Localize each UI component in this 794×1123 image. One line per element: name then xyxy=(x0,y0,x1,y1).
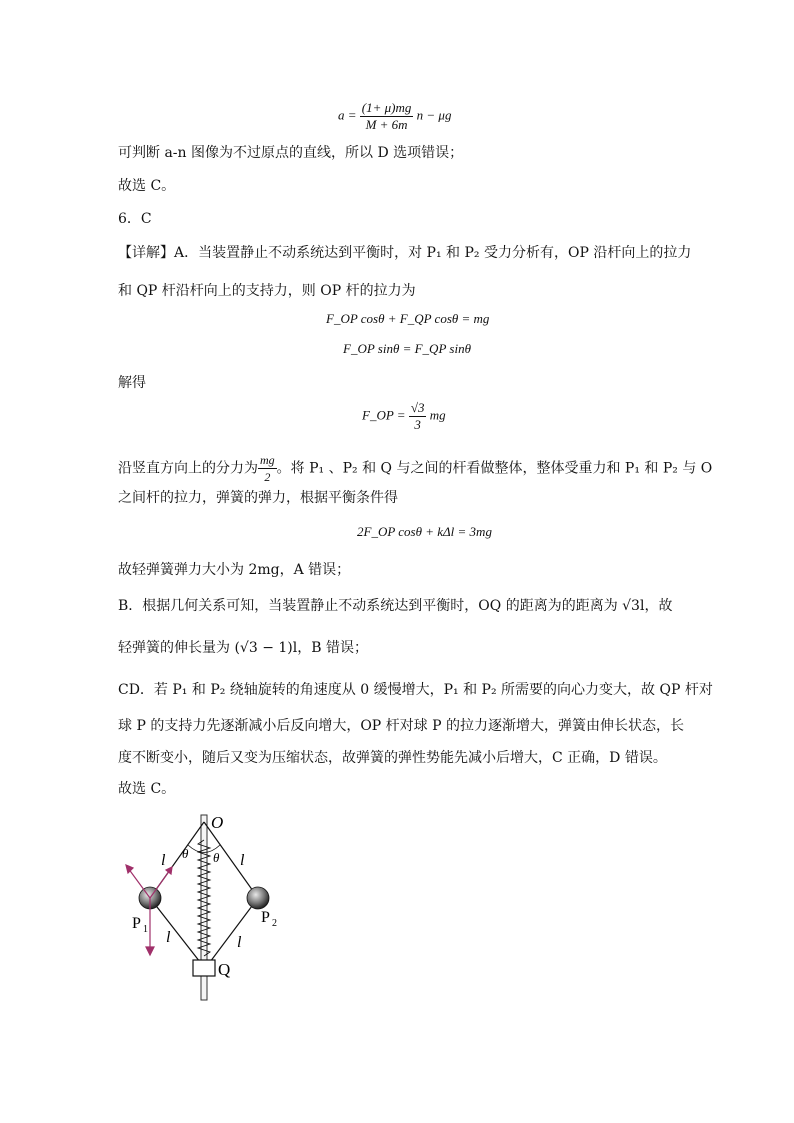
eq4-fraction xyxy=(409,400,427,433)
block-q xyxy=(193,960,215,976)
label-q: Q xyxy=(218,960,231,979)
equation-3: F_OP sinθ = F_QP sinθ xyxy=(343,341,471,356)
p6-start: 沿竖直方向上的分力为 xyxy=(118,460,258,477)
label-theta-right: θ xyxy=(213,850,220,865)
rod-p1-q xyxy=(150,898,200,962)
paragraph-6 xyxy=(118,452,712,485)
rod-p2-q xyxy=(210,898,258,962)
eq4-numerator: √3 xyxy=(410,400,425,415)
label-p1: P xyxy=(132,915,141,932)
eq4-lhs: F_OP = xyxy=(362,407,406,423)
label-p2: P xyxy=(261,909,270,926)
label-l-top-right: l xyxy=(240,852,245,869)
equation-2: F_OP cosθ + F_QP cosθ = mg xyxy=(326,311,490,326)
paragraph-8: 故轻弹簧弹力大小为 2mg，A 错误； xyxy=(118,562,351,578)
paragraph-9: B．根据几何关系可知，当装置静止不动系统达到平衡时，OQ 的距离为的距离为 √3l，故 xyxy=(118,598,673,614)
label-o: O xyxy=(211,813,224,832)
paragraph-1: 可判断 a-n 图像为不过原点的直线，所以 D 选项错误； xyxy=(118,145,464,161)
eq4-tail: mg xyxy=(429,407,446,423)
diagram-svg xyxy=(118,810,318,1010)
eq1-numerator: (1+ μ)mg xyxy=(361,100,412,115)
paragraph-10: 轻弹簧的伸长量为 (√3 − 1)l，B 错误； xyxy=(118,640,368,656)
eq4-denominator: 3 xyxy=(414,417,421,432)
ball-p2 xyxy=(247,887,269,909)
paragraph-2: 故选 C。 xyxy=(118,178,176,194)
arrowhead-tension xyxy=(126,865,133,873)
label-p2-sub: 2 xyxy=(272,918,277,929)
label-l-bottom-left: l xyxy=(166,929,171,946)
arrowhead-support xyxy=(166,867,172,874)
vc-denominator: 2 xyxy=(264,470,271,484)
label-l-top-left: l xyxy=(161,852,166,869)
eq1-fraction xyxy=(360,100,414,133)
paragraph-4: 和 QP 杆沿杆向上的支持力，则 OP 杆的拉力为 xyxy=(118,283,416,299)
vertical-component-fraction xyxy=(258,452,277,485)
eq1-lhs: a = xyxy=(338,107,357,123)
equation-4 xyxy=(362,400,446,433)
paragraph-12: 球 P 的支持力先逐渐减小后反向增大，OP 杆对球 P 的拉力逐渐增大，弹簧由伸长状态，长 xyxy=(118,718,684,734)
paragraph-3: 【详解】A．当装置静止不动系统达到平衡时，对 P₁ 和 P₂ 受力分析有，OP 沿杆向上的拉力 xyxy=(118,245,692,261)
paragraph-5: 解得 xyxy=(118,375,146,391)
label-theta-left: θ xyxy=(182,846,189,861)
p6-end: 。将 P₁ 、P₂ 和 Q 与之间的杆看做整体，整体受重力和 P₁ 和 P₂ 与 O xyxy=(276,460,713,477)
label-p1-sub: 1 xyxy=(143,924,148,935)
force-arrow-tension xyxy=(128,868,150,898)
answer-number: 6．C xyxy=(118,211,152,227)
eq1-tail: n − μg xyxy=(416,107,452,123)
paragraph-14: 故选 C。 xyxy=(118,781,176,797)
equation-1 xyxy=(338,100,451,133)
arrowhead-gravity xyxy=(146,947,154,955)
paragraph-11: CD．若 P₁ 和 P₂ 绕轴旋转的角速度从 0 缓慢增大，P₁ 和 P₂ 所需要的向心力变大，故 QP 杆对 xyxy=(118,682,713,698)
mechanics-diagram xyxy=(118,810,318,1014)
label-l-bottom-right: l xyxy=(237,934,242,951)
equation-5: 2F_OP cosθ + kΔl = 3mg xyxy=(357,524,492,539)
eq1-denominator: M + 6m xyxy=(365,117,408,132)
paragraph-7: 之间杆的拉力，弹簧的弹力，根据平衡条件得 xyxy=(118,490,398,506)
vc-numerator: mg xyxy=(260,453,275,467)
paragraph-13: 度不断变小，随后又变为压缩状态，故弹簧的弹性势能先减小后增大，C 正确，D 错误。 xyxy=(118,750,667,766)
